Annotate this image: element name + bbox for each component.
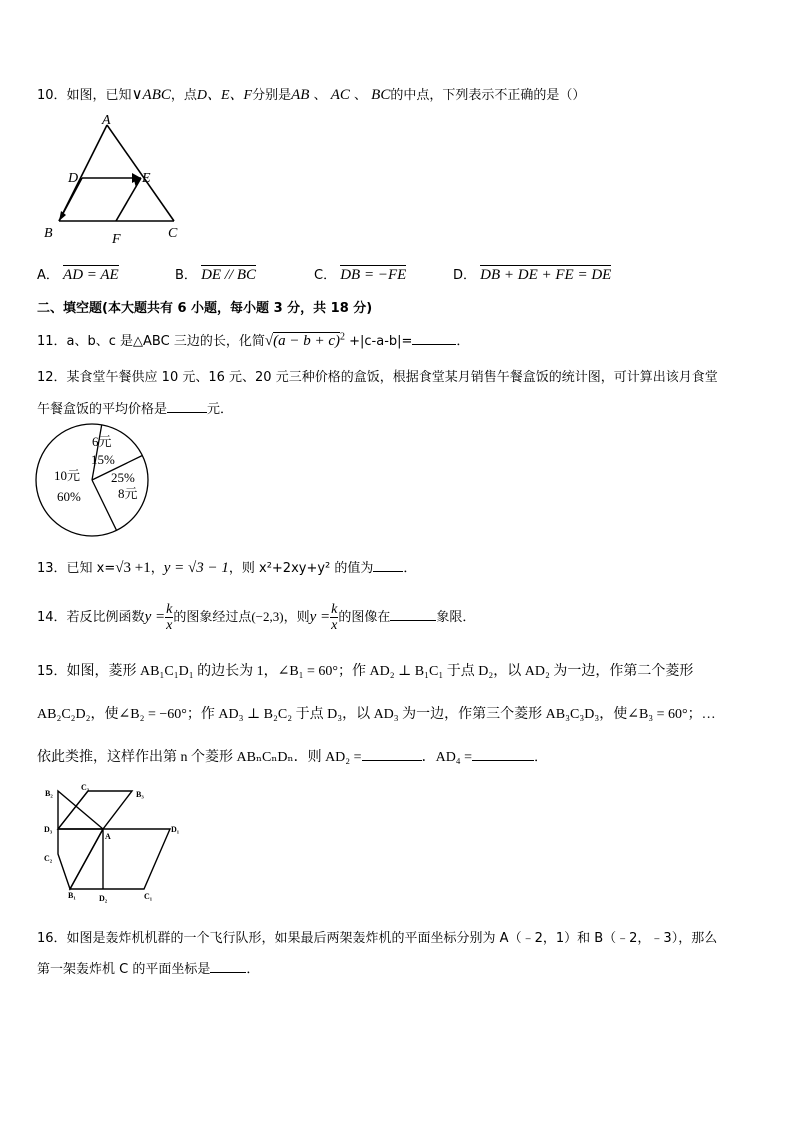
q11: 11．a、b、c 是△ABC 三边的长，化简$√(a - b + c)^2 +|c-a-b|=$ ． bbox=[37, 331, 470, 349]
q10-option-c[interactable]: C． DB = −FE bbox=[314, 267, 407, 283]
section-heading: 二、填空题(本大题共有 6 小题，每小题 3 分，共 18 分) bbox=[37, 301, 373, 316]
q10-triangle-figure bbox=[38, 110, 188, 250]
label-D: D bbox=[68, 171, 79, 186]
pie-label-10: 10元 bbox=[54, 468, 81, 483]
label-B: B bbox=[44, 226, 53, 241]
fig15-label-D3: D₃ bbox=[44, 825, 53, 834]
q14-answer-blank[interactable] bbox=[390, 606, 436, 621]
pie-slice-boundary bbox=[92, 480, 117, 530]
q12-pie-chart bbox=[34, 421, 159, 546]
q16-line2: 第一架轰炸机 C 的平面坐标是 ． bbox=[37, 958, 259, 977]
label-C: C bbox=[168, 226, 178, 241]
q15-blank-2[interactable] bbox=[472, 746, 534, 761]
fig15-label-C1: C₁ bbox=[144, 892, 153, 901]
q10-option-a[interactable]: A． AD = AE bbox=[37, 267, 119, 283]
fig15-label-B1: B₁ bbox=[68, 891, 76, 900]
q15-blank-1[interactable] bbox=[362, 746, 422, 761]
q16-line1: 16．如图是轰炸机机群的一个飞行队形，如果最后两架轰炸机的平面坐标分别为 A（﹣2，1）和 B（﹣2，﹣3），那么 bbox=[37, 931, 718, 946]
q12-line2: 午餐盒饭的平均价格是 元． bbox=[37, 398, 233, 417]
label-E: E bbox=[142, 171, 151, 186]
pie-pct-8: 25% bbox=[111, 470, 135, 485]
label-A: A bbox=[102, 113, 111, 128]
pie-pct-6: 15% bbox=[91, 452, 115, 467]
q15-rhombus-figure bbox=[44, 781, 194, 907]
q13: 13．已知 x=√3 +1，y = √3 − 1，则 x²+2xy+y² 的值为 ． bbox=[37, 557, 416, 577]
q13-answer-blank[interactable] bbox=[373, 557, 403, 572]
pie-label-6: 6元 bbox=[92, 434, 112, 449]
fig15-label-B2: B₂ bbox=[45, 789, 53, 798]
fig15-label-C2: C₂ bbox=[44, 854, 53, 863]
q10-stem: 10．如图，已知∨ABC，点D、E、F分别是AB 、 AC 、 BC的中点，下列表示不正确的是（） bbox=[37, 87, 586, 103]
fig15-label-C3: C₃ bbox=[81, 783, 90, 792]
pie-pct-10: 60% bbox=[57, 489, 81, 504]
fig15-label-D2: D₂ bbox=[99, 894, 108, 903]
q14: 14．若反比例函数y = $\frac{k}{x}$ 的图象经过点(−2,3)，则y = $\frac{k}{x}$ 的图像在 象限． bbox=[37, 602, 476, 633]
q12-line1: 12．某食堂午餐供应 10 元、16 元、20 元三种价格的盒饭，根据食堂某月销售午餐盒饭的统计图，可计算出该月食堂 bbox=[37, 370, 718, 385]
q16-answer-blank[interactable] bbox=[210, 958, 246, 973]
fig15-label-B3: B₃ bbox=[136, 790, 144, 799]
fig15-label-A: A bbox=[105, 832, 111, 841]
pie-label-8: 8元 bbox=[118, 486, 138, 501]
q11-answer-blank[interactable] bbox=[412, 330, 456, 345]
q10-option-b[interactable]: B． DE // BC bbox=[175, 267, 257, 283]
fig15-label-D1: D₁ bbox=[171, 825, 180, 834]
q10-option-d[interactable]: D． DB + DE + FE = DE bbox=[453, 267, 612, 283]
q15-line3: 依此类推，这样作出第 n 个菱形 ABₙCₙDₙ．则 AD₂ = ．AD₄ = ． bbox=[37, 746, 547, 766]
q15-line2: AB₂C₂D₂，使∠B₂ = −60°；作 AD₃ ⊥ B₂C₂ 于点 D₃，以 AD₃ 为一边，作第三个菱形 AB₃C₃D₃，使∠B₃ = 60°；… bbox=[37, 707, 716, 722]
q15-line1: 15．如图，菱形 AB₁C₁D₁ 的边长为 1，∠B₁ = 60°；作 AD₂ ⊥ B₁C₁ 于点 D₂，以 AD₂ 为一边，作第二个菱形 bbox=[37, 664, 694, 679]
q12-answer-blank[interactable] bbox=[167, 398, 207, 413]
label-F: F bbox=[112, 232, 121, 247]
